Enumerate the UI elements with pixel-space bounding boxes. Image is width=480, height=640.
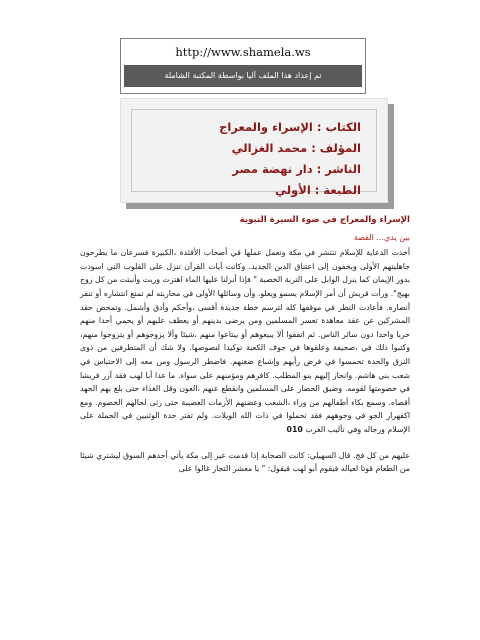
source-url-link[interactable]: http://www.shamela.ws [175,45,311,59]
book-author-line: المؤلف : محمد الغزالي [231,141,361,155]
paragraph [80,246,410,436]
generated-by-banner: تم إعداد هذا الملف آليا بواسطة المكتبة الشاملة [124,65,362,87]
document-body [80,214,410,476]
source-header [120,38,366,94]
book-metadata [219,117,361,201]
document-title: الإسراء والمعراج في ضوء السيرة النبوية [239,215,410,225]
book-info-card [120,98,388,203]
book-title-line: الكتاب : الإسراء والمعراج [219,120,361,134]
book-publisher-line: الناشر : دار نهضة مصر [232,162,361,176]
page-number: 010 [286,424,303,434]
book-edition-line: الطبعة : الأولي [275,183,361,197]
paragraph-text: أخذت الدعاية للإسلام تنتشر في مكة وتعمل عملها في أصحاب الأفئدة ،الكبيرة فسرعان ما يطرحون جاهليتهم الأولى ويخفون إلى اعتناق الدين الجديد. وكانت آيات القرآن تنزل على القلوب التي اسودت بدور الإيمان كما ينزل الوابل على التربة الخصبة " فإذا أنزلنا عليها الماء اهتزت وربت وأنبتت من كل زوج بهيج". ورأت قريش أن أمر الإسلام يسمو ويعلو. وأن وسائلها الأولى في محاربته لم تمنع انتشاره أو تنفر أنصاره. فأعادت النظر في موقفها كله لترسم خطة جديدة أقسى ،وأحكم وأدق وأشمل. وتمخض حقد المشركين عن عقد معاهدة تعسر المسلمين ومن يرضى بدينهم أو يعطف عليهم أو يحمي أحدا منهم حربا واحدا دون سائر الناس. ثم اتفقوا ألا يبيعوهم أو يبتاعوا منهم ،شيئا وألا يزوجوهم أو يتزوجوا منهم، وكتبوا ذلك في ،صحيفة وعلقوها في جوف الكعبة توكيدا لنصوصها. ولا شك أن المتطرفين من ذوى النزق والحدة تحمسوا في فرض رأيهم وإشباع ضغنهم. فاضطر الرسول ومن معه إلى الاحتباس في شعب بني هاشم. وانحاز إليهم بنو المطلب. كافرهم ومؤمنهم على سواء. ما عدا أبا لهب فقد آزر قريشا في خصومتها لقومه. وضيق الحصار على المسلمين وانقطع عنهم ،العون وقل الغذاء حتى بلغ بهم الجهد أقصاه. وسمع بكاء أطفالهم من وراء ،الشعب وعضتهم الأزمات العصيبة حتى رثى لحالهم الخصوم. ومع اكفهرار الجو في وجوههم فقد تحملوا في ذات الله الويلات. ولم تفتر حدة الوثنيين في الحملة على الإسلام ورجاله وفي تأليب العرب [80,248,410,434]
paragraph: عليهم من كل فج. قال السهيلي: كانت الصحابة إذا قدمت عير إلى مكة يأتي أحدهم السوق ليشتري شيئا من الطعام قوتا لعياله فيقوم أبو لهب فيقول: " يا معشر التجار غالوا على [80,450,410,474]
section-title: بين يدي... القصة [353,232,410,242]
